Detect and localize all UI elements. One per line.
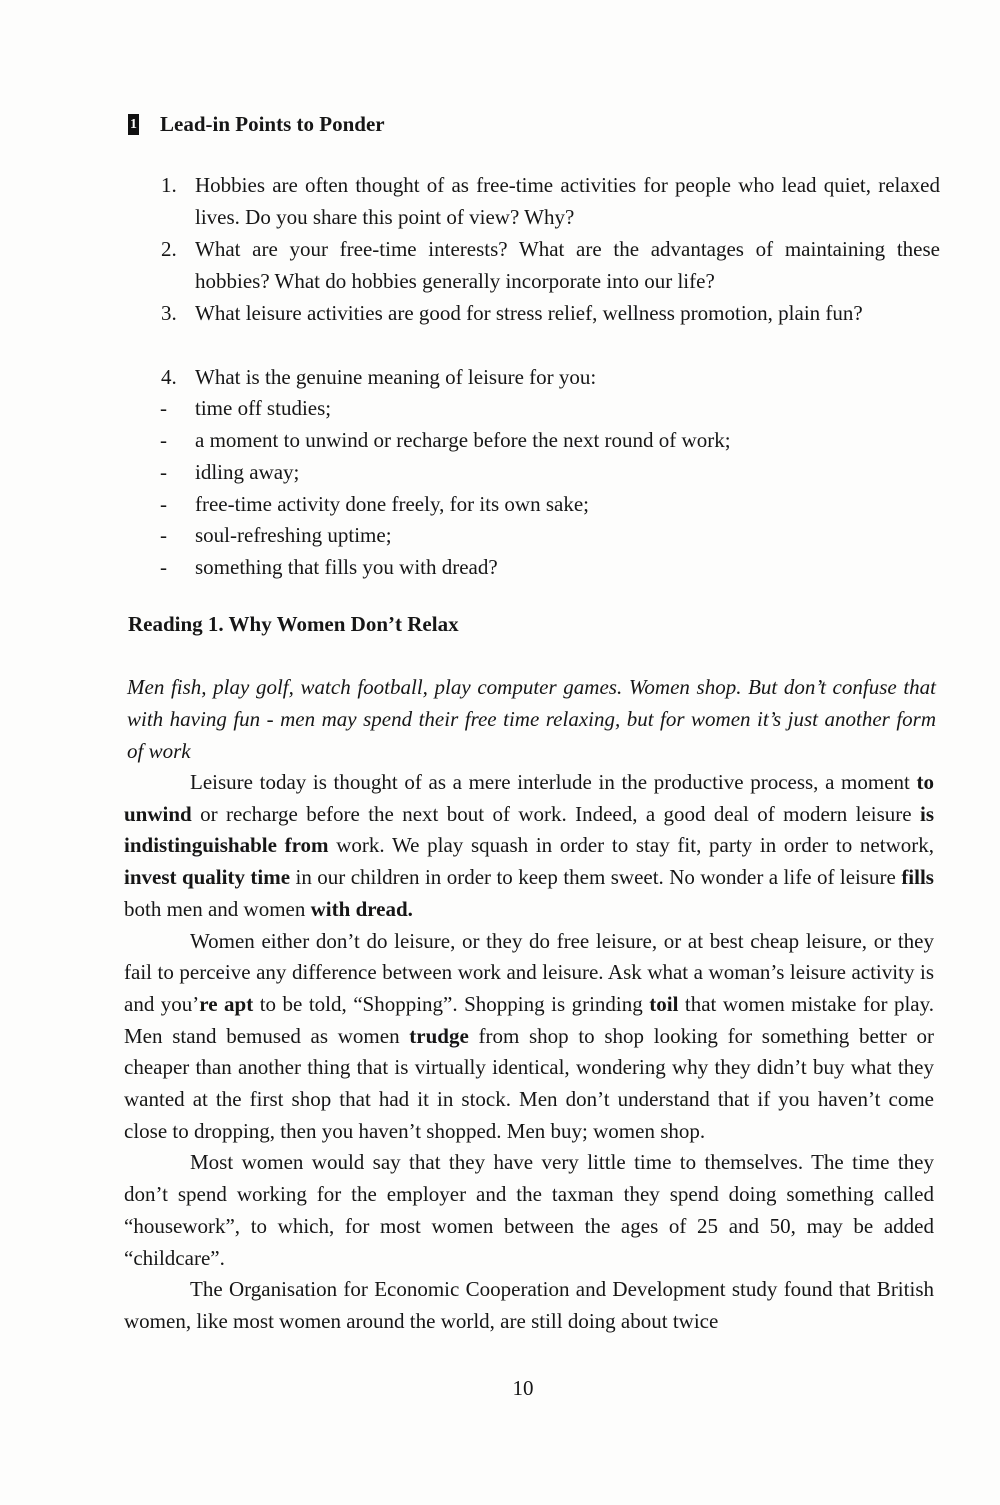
section-number-badge: 1: [128, 114, 139, 135]
option-text: a moment to unwind or recharge before the next round of work;: [195, 428, 731, 452]
question-text: What are your free-time interests? What are the advantages of maintaining these hobbies? What do hobbies generally incorporate into our life?: [195, 237, 940, 293]
option-text: soul-refreshing uptime;: [195, 523, 392, 547]
dash-bullet: -: [160, 492, 167, 516]
dash-bullet: -: [160, 460, 167, 484]
question-number: 2.: [161, 237, 177, 261]
question-text: What leisure activities are good for stress relief, wellness promotion, plain fun?: [195, 301, 863, 325]
bold-term: to unwind: [124, 770, 934, 826]
option-text: something that fills you with dread?: [195, 555, 498, 579]
paragraph: Leisure today is thought of as a mere interlude in the productive process, a moment to unwind or recharge before the next bout of work. Indeed, a good deal of modern leisure is indistinguishable from work. We play squash in order to stay fit, party in order to network, invest quality time in our children in order to keep them sweet. No wonder a life of leisure fills both men and women with dread.: [124, 770, 934, 921]
reading-body: [124, 767, 934, 1338]
section-heading: [128, 112, 385, 137]
paragraph: The Organisation for Economic Cooperation and Development study found that British women, like most women around the world, are still doing about twice: [124, 1277, 934, 1333]
bold-term: invest quality time: [124, 865, 291, 890]
dash-bullet: -: [160, 523, 167, 547]
bold-term: toil: [649, 991, 679, 1016]
option-text: idling away;: [195, 460, 300, 484]
paragraph: Most women would say that they have very little time to themselves. The time they don’t spend working for the employer and the taxman they spend doing something called “housework”, to which, for most women between the ages of 25 and 50, may be added “childcare”.: [124, 1150, 934, 1270]
bold-term: trudge: [409, 1023, 469, 1048]
bold-term: with dread.: [310, 896, 413, 921]
paragraph: Women either don’t do leisure, or they do free leisure, or at best cheap leisure, or they fail to perceive any difference between work and leisure. Ask what a woman’s leisure activity is and you’re apt to be told, “Shopping”. Shopping is grinding toil that women mistake for play. Men stand bemused as women trudge from shop to shop looking for something better or cheaper than another thing that is virtually identical, wondering why they didn’t buy what they wanted at the first shop that had it in stock. Men don’t understand that if you haven’t come close to dropping, then you haven’t shopped. Men buy; women shop.: [124, 928, 934, 1143]
question-number: 1.: [161, 173, 177, 197]
dash-bullet: -: [160, 396, 167, 420]
reading-title: Reading 1. Why Women Don’t Relax: [128, 612, 459, 636]
dash-bullet: -: [160, 428, 167, 452]
bold-term: re apt: [199, 991, 254, 1016]
question-text: Hobbies are often thought of as free-time activities for people who lead quiet, relaxed lives. Do you share this point of view? Why?: [195, 173, 940, 229]
bold-term: is indistinguishable from: [124, 801, 934, 858]
page-number: 10: [512, 1376, 534, 1400]
question-number: 4.: [161, 365, 177, 389]
bold-term: fills: [901, 865, 934, 890]
option-text: free-time activity done freely, for its own sake;: [195, 492, 589, 516]
option-text: time off studies;: [195, 396, 332, 420]
question-text: What is the genuine meaning of leisure for you:: [195, 365, 597, 389]
dash-bullet: -: [160, 555, 167, 579]
question-number: 3.: [161, 301, 177, 325]
reading-intro: Men fish, play golf, watch football, play computer games. Women shop. But don’t confuse that with having fun - men may spend their free time relaxing, but for women it’s just another form of work: [127, 675, 936, 763]
section-title: Lead-in Points to Ponder: [160, 112, 385, 136]
